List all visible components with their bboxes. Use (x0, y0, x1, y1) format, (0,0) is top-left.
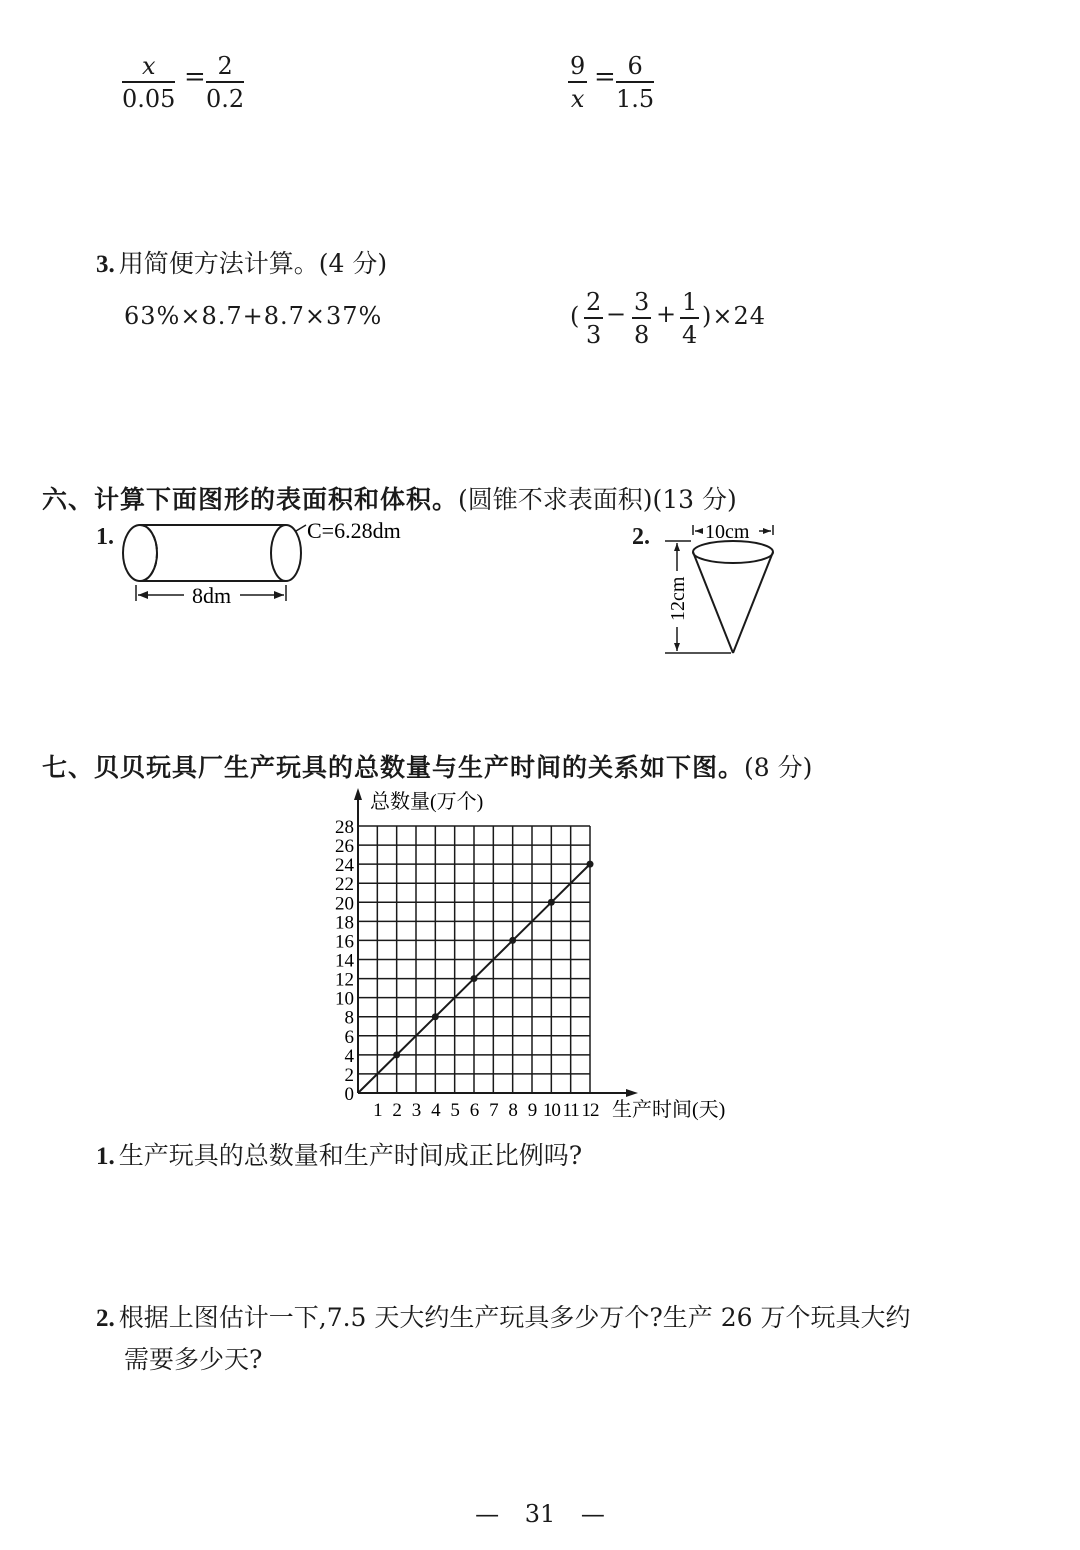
section-note: (圆锥不求表面积)(13 分) (458, 485, 737, 514)
data-point (509, 937, 516, 944)
question-text: 用简便方法计算。(4 分) (118, 249, 388, 278)
denominator: 3 (586, 321, 602, 349)
numerator: 9 (568, 54, 587, 83)
denominator: 8 (634, 321, 650, 349)
numerator: 2 (206, 54, 244, 83)
y-axis-arrow (354, 788, 362, 800)
x-tick-label: 2 (392, 1100, 401, 1121)
y-tick-label: 4 (344, 1045, 354, 1067)
figure-1-label: 1. (96, 524, 114, 550)
y-tick-label: 28 (335, 817, 354, 838)
y-tick-label: 14 (335, 950, 354, 972)
section-heading: 七、贝贝玩具厂生产玩具的总数量与生产时间的关系如下图。 (42, 753, 745, 782)
y-tick-label: 0 (344, 1084, 354, 1105)
numerator: 2 (584, 290, 603, 319)
x-tick-label: 8 (508, 1100, 517, 1121)
numerator: x (122, 54, 175, 83)
data-point (432, 1013, 439, 1020)
x-axis-arrow (626, 1089, 638, 1097)
numerator: 3 (632, 290, 651, 319)
x-tick-label: 9 (527, 1100, 537, 1121)
denominator: 1.5 (616, 85, 655, 113)
x-tick-label: 7 (489, 1100, 498, 1121)
circumference-label: C=6.28dm (307, 518, 401, 543)
y-tick-label: 24 (335, 855, 354, 877)
y-tick-label: 8 (344, 1007, 354, 1029)
y-tick-label: 20 (335, 893, 354, 915)
minus-sign: − (606, 300, 628, 328)
paren-close-times: )×24 (702, 302, 767, 330)
question-7-2 (96, 1298, 911, 1334)
denominator: x (570, 85, 585, 113)
page-number: 31 (524, 1500, 556, 1528)
plus-sign: + (656, 300, 678, 328)
y-tick-label: 6 (344, 1026, 354, 1048)
question-text-line-1: 根据上图估计一下,7.5 天大约生产玩具多少万个?生产 26 万个玩具大约 (118, 1303, 911, 1332)
x-tick-label: 6 (469, 1100, 479, 1121)
equals-sign: = (594, 62, 616, 92)
denominator: 0.2 (206, 85, 245, 113)
footer-dash-left: — (475, 1500, 500, 1528)
section-heading: 六、计算下面图形的表面积和体积。 (42, 485, 459, 514)
y-tick-label: 10 (335, 988, 354, 1010)
equals-sign: = (184, 62, 206, 92)
question-number: 1. (96, 1143, 115, 1170)
page-footer (0, 1500, 1080, 1528)
section-points: (8 分) (744, 753, 813, 782)
denominator: 4 (682, 321, 698, 349)
y-tick-label: 18 (335, 912, 354, 934)
numerator: 6 (616, 54, 654, 83)
question-text: 生产玩具的总数量和生产时间成正比例吗? (118, 1141, 583, 1170)
paren-open: ( (570, 302, 581, 330)
x-axis-label: 生产时间(天) (612, 1099, 726, 1121)
figure-2-label: 2. (632, 524, 650, 550)
data-point (393, 1051, 400, 1058)
diameter-label: 10cm (705, 521, 750, 543)
expression-1: 63%×8.7+8.7×37% (124, 302, 383, 330)
length-label: 8dm (192, 583, 232, 608)
y-tick-label: 12 (335, 969, 354, 991)
y-tick-label: 22 (335, 874, 354, 896)
x-tick-label: 10 (542, 1100, 560, 1121)
y-tick-label: 26 (335, 836, 354, 858)
x-tick-label: 12 (581, 1100, 599, 1121)
height-label: 12cm (667, 576, 689, 621)
data-point (548, 899, 555, 906)
question-number: 2. (96, 1305, 115, 1332)
x-tick-label: 1 (373, 1100, 382, 1121)
x-tick-label: 5 (450, 1100, 459, 1121)
chart-series (358, 861, 594, 1093)
data-point (587, 861, 594, 868)
y-tick-label: 16 (335, 931, 354, 953)
numerator: 1 (680, 290, 699, 319)
denominator: 0.05 (122, 85, 176, 113)
chart-grid (358, 826, 590, 1093)
question-7-1 (96, 1136, 582, 1172)
x-tick-label: 11 (562, 1100, 579, 1121)
y-axis-label: 总数量(万个) (370, 791, 484, 813)
x-tick-label: 3 (411, 1100, 421, 1121)
y-tick-label: 2 (344, 1064, 354, 1086)
data-point (471, 975, 478, 982)
question-number: 3. (96, 251, 115, 278)
footer-dash-right: — (580, 1500, 605, 1528)
question-text-line-2: 需要多少天? (124, 1345, 263, 1374)
x-tick-label: 4 (431, 1100, 440, 1121)
